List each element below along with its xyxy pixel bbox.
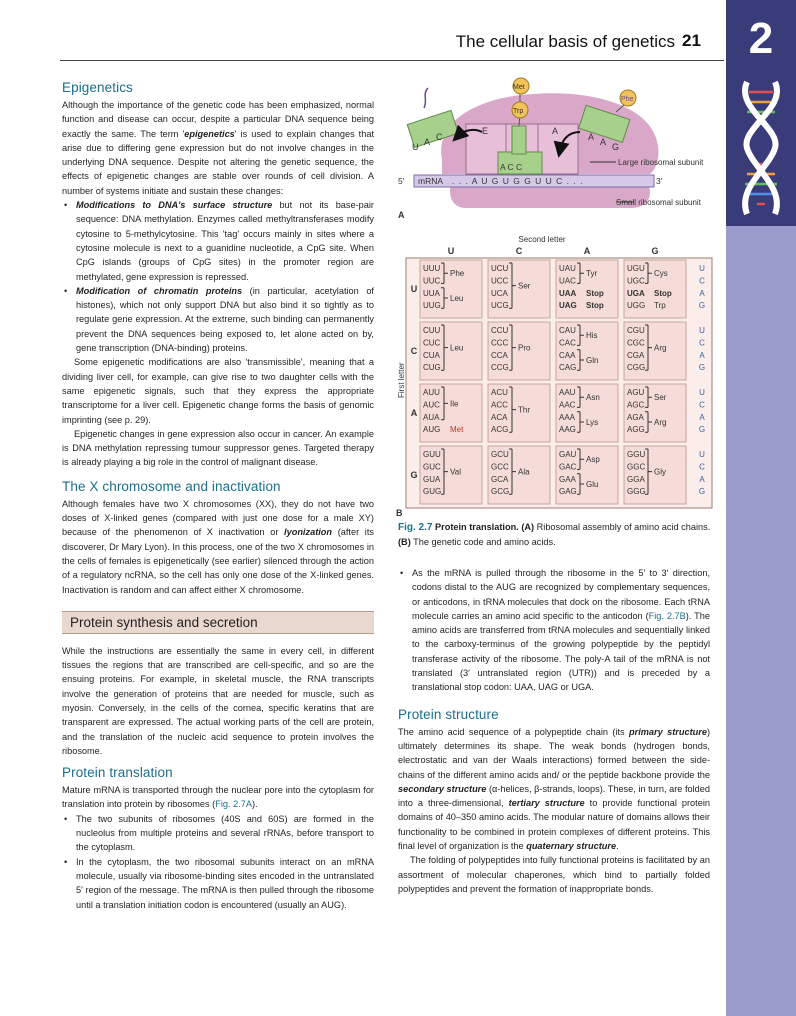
amino-acid-label: Leu [450,294,464,303]
third-letter: U [699,326,705,335]
epigenetics-list [62,198,374,355]
codon: CAU [559,326,576,335]
site-label-a: A [552,126,559,136]
third-letter: G [698,363,706,373]
codon: ACU [491,388,508,397]
amino-acid-label: Asn [586,393,600,403]
translation-list-continued [398,566,710,695]
amino-acid-label: Arg [654,418,667,427]
third-letter: U [699,264,705,273]
translation-list [62,812,374,912]
codon: UCG [491,301,509,311]
amino-acid-label: Arg [654,343,667,353]
amino-acid-label: Stop [586,301,604,311]
codon: UGG [627,301,646,311]
figure-link-2-7b[interactable]: Fig. 2.7B [648,610,686,621]
heading-protein-structure: Protein structure [398,706,499,722]
chapter-number: 2 [748,14,774,63]
amino-acid-label: Asp [586,455,600,465]
amino-acid-label: Ala [518,467,530,477]
codon: CGU [627,326,645,335]
list-item: • The two subunits of ribosomes (40S and 60S) are formed in the nucleolus from multiple proteins and several rRNAs, before transport to the cytoplasm. [62,812,374,855]
heading-protein-translation: Protein translation [62,765,173,781]
list-item: • Modification of chromatin proteins (in particular, acetylation of histones), which not only support DNA but also bind it so tightly as to regulate gene expression. At the extreme, such binding can permanently prevent the DNA sequences being exposed to, let alone acted on by, gene transcription (DNA-binding) proteins. [62,284,374,355]
codon: UAA [559,288,577,298]
epigenetics-paragraph-1: Although the importance of the genetic code has been emphasized, normal function and disease can occur, despite a particular DNA sequence being exactly the same. The term 'epigenetics' is used to explain changes that arise due to differing gene expression but do not involve changes in the underlying DNA sequence. Despite not altering the genetic sequence, the effects of epigenetic changes are stable over rounds of cell division. A number of systems initiate and sustain these changes: [62,100,374,196]
dna-helix-icon [735,78,787,218]
right-column [398,566,710,896]
codon: GGA [627,474,645,484]
chapter-tab-strip [726,226,796,1016]
codon: AUU [423,388,440,397]
codon: CCC [491,338,509,348]
codon: AUA [423,412,440,422]
third-letter: G [698,487,706,497]
svg-text:G: G [612,142,620,152]
header-rule [60,60,724,61]
codon: GCC [491,462,509,472]
x-chromosome-paragraph: Although females have two X chromosomes (XX), they do not have two doses of X-linked genes (compared with just one dose for a male XY) because of the phenomenon of X inactivation or lyonization (after its discoverer, Dr Mary Lyon). In this process, one of the two X chromosomes in the cells of females is epigenetically (see earlier) silenced through the action of a regulatory ncRNA, so the cell has only one dose of the X-linked genes. Inactivation is random and can affect either X chromosome. [62,498,374,595]
site-label-e: E [482,126,489,136]
codon: CUC [423,338,441,348]
svg-text:A: A [424,137,431,147]
third-letter: A [699,288,705,298]
mrna-sequence: . . . A U G U G G U U C . . . [452,176,584,186]
third-letter: A [699,350,705,360]
amino-acid-label: Val [450,467,461,477]
anticodon-middle: A C C [500,162,523,172]
heading-epigenetics: Epigenetics [62,80,133,95]
codon: AUC [423,400,440,410]
codon: UUC [423,276,441,286]
codon: CGG [627,363,646,373]
running-header: The cellular basis of genetics [455,32,675,51]
codon: AGA [627,412,644,422]
figure-caption: Fig. 2.7 Protein translation. (A) Ribosomal assembly of amino acid chains. (B) The genetic code and amino acids. [398,522,711,547]
amino-acid-label: Gly [654,467,666,477]
codon: AAG [559,425,576,435]
row-header: G [410,470,418,480]
third-letter: G [698,301,706,311]
svg-text:C: C [436,132,443,142]
codon: CAC [559,338,576,348]
amino-acid-label: Stop [586,288,604,298]
amino-acid-label: Thr [518,405,530,415]
figure-number: Fig. 2.7 [398,522,433,533]
list-item: • As the mRNA is pulled through the ribosome in the 5′ to 3′ direction, codons distal to the AUG are recognized by complementary sequences, or anticodons, in tRNA molecules that dock on the ribosome. Each tRNA molecule carries an amino acid specific to the anticodon (Fig. 2.7B). The amino acids are transferred from tRNA molecules and sequentially linked to the carboxy-terminus of the growing polypeptide by the peptidyl transferase activity of the ribosome. The poly-A tail of the mRNA is not translated (3′ untranslated region (UTR)) and is preceded by a translational stop codon: UAA, UAG or UGA. [398,566,710,695]
codon: GUU [423,450,441,459]
protein-synthesis-paragraph: While the instructions are essentially the same in every cell, in different tissues the regions that are transcribed are cell-specific, and so are the ensuing proteins. For example, in skeletal muscle, the RNA transcripts involve the generation of proteins that are needed for muscle, such as myosin. Conversely, in the cells of the cornea, specific keratins that are transparent are expressed. The actual working parts of the cell are protein, and the translation of the nucleic acid sequence to protein involves the ribosome. [62,645,374,756]
amino-acid-label: Phe [450,269,465,279]
codon: UAC [559,276,576,286]
heading-x-chromosome: The X chromosome and inactivation [62,478,281,494]
svg-text:5′: 5′ [398,176,405,186]
svg-text:A: A [600,137,607,147]
codon: UCA [491,288,508,298]
amino-acid-label: Leu [450,343,464,353]
codon: AUG [423,425,441,435]
codon: CGA [627,350,645,360]
figure-link-2-7a[interactable]: Fig. 2.7A [215,799,252,810]
codon: GCA [491,474,509,484]
codon: AAA [559,412,576,422]
second-letter-label: Second letter [518,235,566,244]
amino-acid-label: Pro [518,343,531,353]
amino-acid-label: Lys [586,418,599,427]
third-letter: C [699,400,705,410]
third-letter: C [699,338,705,348]
codon: UCU [491,264,509,273]
amino-acid-label: Glu [586,480,599,489]
column-header: A [583,246,591,256]
column-header: C [515,246,523,256]
codon: UUG [423,301,441,311]
svg-text:Met: Met [513,84,525,91]
amino-acid-label: Ser [518,281,531,291]
amino-acid-label: Met [450,425,464,435]
structure-paragraph-1: The amino acid sequence of a polypeptide chain (its primary structure) ultimately determines its shape. The weak bonds (hydrogen bonds, electrostatic and van der Waals interactions) formed between the side-chains of the different amino acids and/ or the peptide backbone provide the secondary structure (α-helices, β-strands, loops). These, in turn, are folded into a three-dimensional, tertiary structure to provide functional protein domains of 40–350 amino acids. The modular nature of domains allows their functionality to be combined in protein complexes of different proteins. This final level of organization is the quaternary structure. [398,726,710,852]
left-column [62,76,374,912]
codon: UAG [559,301,577,311]
codon: ACC [491,400,508,410]
third-letter: A [699,412,705,422]
third-letter: U [699,388,705,397]
codon: GGG [627,487,646,497]
codon: GAA [559,474,576,484]
codon: GAG [559,487,577,497]
list-item: • In the cytoplasm, the two ribosomal subunits interact on an mRNA molecule, usually via ribosome-binding sites encoded in the untranslated 5′ region of the message. The mRNA is then pulled through the ribosome until a translation initiation codon is encountered (usually an AUG). [62,855,374,912]
amino-acid-label: Ser [654,393,667,403]
codon: CGC [627,338,645,348]
third-letter: G [698,425,706,435]
codon: CCU [491,326,509,335]
mrna-label: mRNA [418,176,444,186]
codon: AGG [627,425,645,435]
codon: GUA [423,474,441,484]
first-letter-label: First letter [397,362,406,398]
epigenetics-paragraph-3: Epigenetic changes in gene expression also occur in cancer. An example is DNA methylation repressing tumour suppressor genes. Targeted therapy is already playing a big role in the control of malignant disease. [62,428,374,468]
section-band-protein-synthesis: Protein synthesis and secretion [62,611,374,634]
codon: GAU [559,450,577,459]
codon: AGU [627,388,645,397]
codon: ACA [491,412,508,422]
amino-acid-label: Gln [586,356,599,365]
codon: GCU [491,450,509,459]
panel-label-b: B [396,508,403,518]
codon: ACG [491,425,509,435]
amino-acid-label: Ile [450,399,459,409]
amino-acid-label: Stop [654,288,672,298]
row-header: C [410,346,418,356]
svg-text:Trp: Trp [513,108,524,115]
column-header: U [447,246,455,256]
codon: CUU [423,326,441,335]
term-epigenetics: epigenetics [184,128,235,139]
codon: UCC [491,276,509,286]
codon: GUC [423,462,441,472]
third-letter: C [699,462,705,472]
translation-paragraph: Mature mRNA is transported through the nuclear pore into the cytoplasm for translation into protein by ribosomes (Fig. 2.7A). [62,785,374,810]
epigenetics-paragraph-2: Some epigenetic modifications are also 'transmissible', meaning that a dividing liver cell, for example, can give rise to two daughter cells with the same epigenetic signals, such that they express the appropriate transcriptome for a liver cell. Epigenetic change forms the basis of genomic imprinting (see p. 29). [62,357,374,425]
svg-text:Phe: Phe [621,96,634,103]
row-header: A [410,408,418,418]
codon: UGC [627,276,645,286]
amino-acid-label: Tyr [586,269,598,279]
amino-acid-label: His [586,331,598,341]
label-large-subunit: Large ribosomal subunit [618,158,704,167]
list-item: • Modifications to DNA's surface structure but not its base-pair sequence: DNA methylation. Enzymes called methyltransferases modify cytosine to 5-methylcytosine. This 'tag' occurs mainly in sites where a cytosine molecule is next to a guanidine nucleotide, a CpG site. When CpG islands (groups of CpG sites) in the promoter region are methylated, gene expression is repressed. [62,198,374,284]
amino-acid-label: Cys [654,269,668,279]
codon: AAU [559,388,576,397]
codon: GUG [423,487,442,497]
codon: UUA [423,288,440,298]
codon: GCG [491,487,510,497]
svg-text:U: U [412,142,419,152]
codon: CAG [559,363,577,373]
codon: UAU [559,264,576,273]
genetic-code-table [394,228,706,518]
svg-text:A: A [588,132,595,142]
codon: CAA [559,350,576,360]
codon: GGC [627,462,646,472]
third-letter: U [699,450,705,459]
codon: GAC [559,462,577,472]
third-letter: A [699,474,705,484]
codon: AGC [627,400,645,410]
panel-label-a: A [398,210,405,220]
codon: UUU [423,264,441,273]
codon: UGA [627,288,645,298]
codon: CCA [491,350,508,360]
chapter-tab [726,0,796,226]
column-header: G [651,246,659,256]
structure-paragraph-2: The folding of polypeptides into fully functional proteins is facilitated by an assortment of molecular chaperones, which bind to partially folded polypeptides and prevent the formation of inappropriate bonds. [398,855,710,894]
amino-acid-label: Trp [654,301,666,311]
label-small-subunit: Small ribosomal subunit [616,198,701,207]
codon: CUA [423,350,440,360]
row-header: U [410,284,418,294]
codon: CUG [423,363,441,373]
codon: GGU [627,450,646,459]
codon: CCG [491,363,509,373]
third-letter: C [699,276,705,286]
svg-text:3′: 3′ [656,176,663,186]
term-lyonization: lyonization [284,527,333,538]
codon: AAC [559,400,576,410]
codon: UGU [627,264,645,273]
page-number: 21 [682,31,701,50]
ribosome-diagram [394,78,724,224]
